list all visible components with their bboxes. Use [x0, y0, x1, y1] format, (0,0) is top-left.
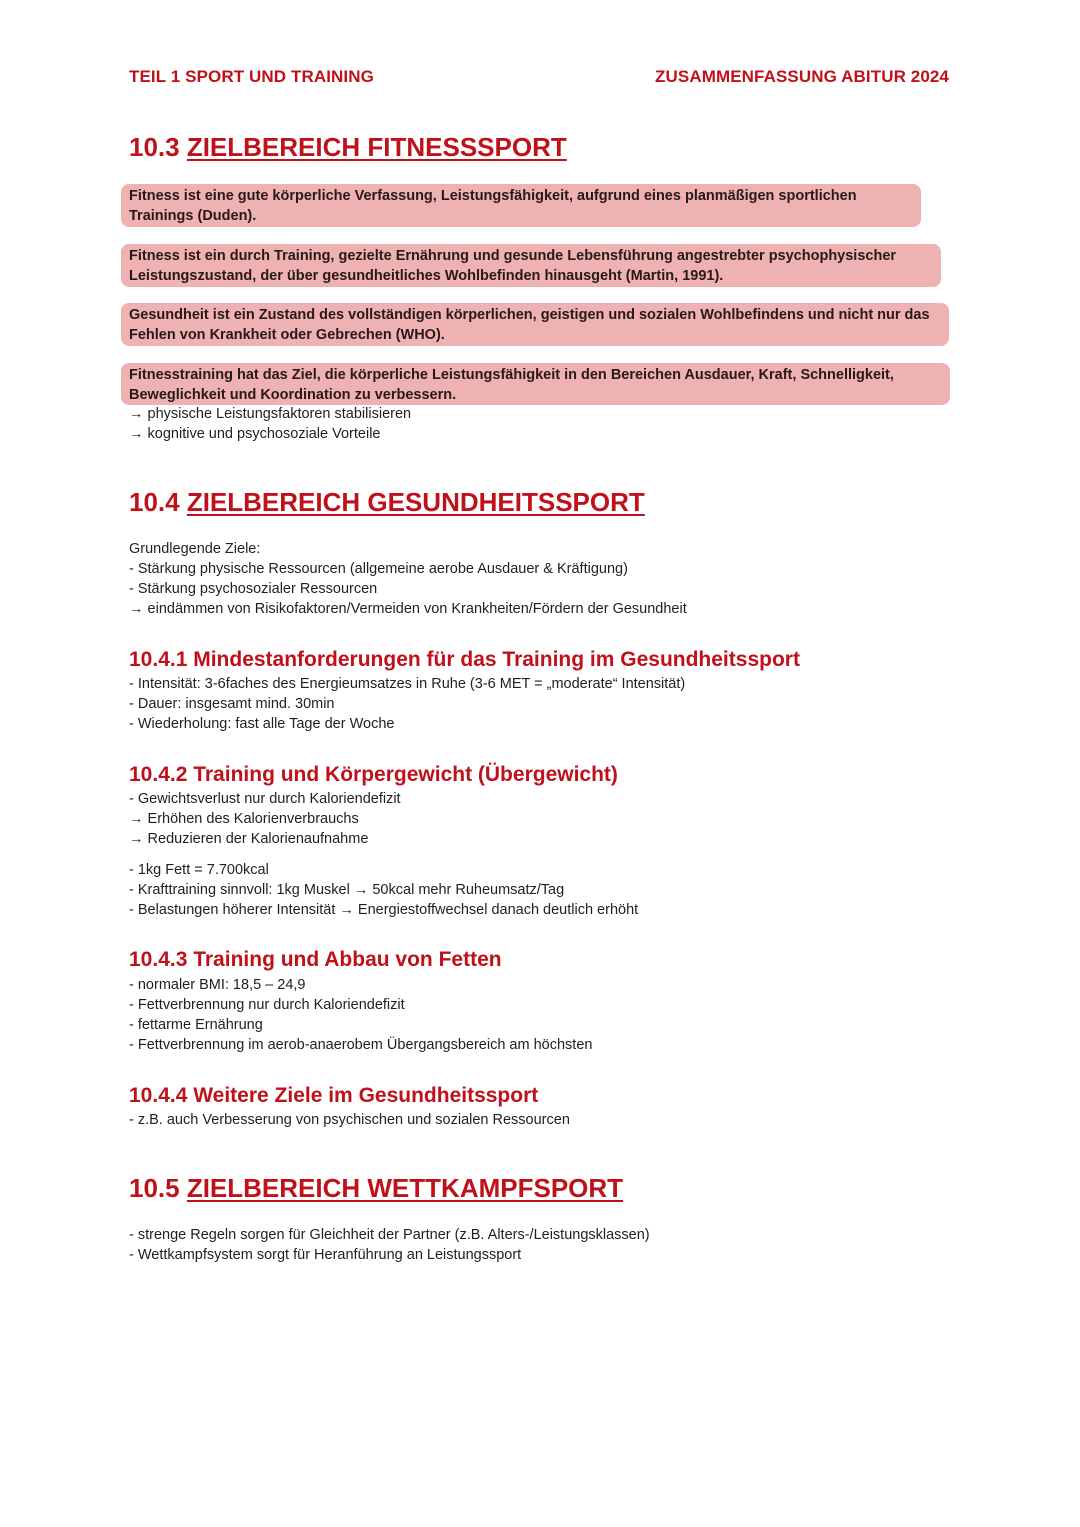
weight-list-b	[129, 860, 638, 920]
list-item: - z.B. auch Verbesserung von psychischen und sozialen Ressourcen	[129, 1112, 570, 1128]
list-item: → kognitive und psychosoziale Vorteile	[129, 426, 381, 442]
weight-list-a	[129, 789, 401, 849]
list-item: - Dauer: insgesamt mind. 30min	[129, 696, 335, 712]
definition-fitness-martin: Fitness ist ein durch Training, gezielte Ernährung und gesunde Lebensführung angestrebter psychophysischer Leistungszustand, der über gesundheitliches Wohlbefinden hinausgeht (Martin, 1991).	[129, 248, 897, 284]
competition-list	[129, 1225, 650, 1265]
header-right: ZUSAMMENFASSUNG ABITUR 2024	[655, 67, 949, 86]
subsection-10-4-3-heading: 10.4.3 Training und Abbau von Fetten	[129, 948, 502, 971]
section-number: 10.5	[129, 1173, 187, 1203]
further-goals-list	[129, 1110, 570, 1130]
min-requirements-list	[129, 674, 685, 734]
list-item: - Krafttraining sinnvoll: 1kg Muskel → 50kcal mehr Ruheumsatz/Tag	[129, 882, 565, 898]
list-item: - strenge Regeln sorgen für Gleichheit der Partner (z.B. Alters-/Leistungsklassen)	[129, 1227, 650, 1243]
section-title: ZIELBEREICH FITNESSSPORT	[186, 132, 567, 162]
subsection-10-4-2-heading: 10.4.2 Training und Körpergewicht (Übergewicht)	[129, 763, 618, 786]
section-title: ZIELBEREICH GESUNDHEITSSPORT	[186, 487, 645, 517]
health-goals-list	[129, 539, 687, 619]
list-item: - Fettverbrennung im aerob-anaerobem Übergangsbereich am höchsten	[129, 1037, 593, 1053]
section-10-4-heading	[129, 487, 645, 518]
list-item: - 1kg Fett = 7.700kcal	[129, 862, 269, 878]
list-item: - Wettkampfsystem sorgt für Heranführung an Leistungssport	[129, 1247, 522, 1263]
fitness-points-list	[129, 404, 411, 444]
header-left: TEIL 1 SPORT UND TRAINING	[129, 67, 374, 86]
definition-fitness-training: Fitnesstraining hat das Ziel, die körperliche Leistungsfähigkeit in den Bereichen Ausdauer, Kraft, Schnelligkeit, Beweglichkeit und Koordination zu verbessern.	[129, 367, 894, 403]
list-item: → Reduzieren der Kalorienaufnahme	[129, 831, 369, 847]
list-item: - Wiederholung: fast alle Tage der Woche	[129, 716, 395, 732]
list-item: - Belastungen höherer Intensität → Energiestoffwechsel danach deutlich erhöht	[129, 902, 639, 918]
section-10-3-heading	[129, 132, 567, 163]
section-title: ZIELBEREICH WETTKAMPFSPORT	[186, 1173, 624, 1203]
section-10-5-heading	[129, 1173, 623, 1204]
list-item: → eindämmen von Risikofaktoren/Vermeiden von Krankheiten/Fördern der Gesundheit	[129, 601, 687, 617]
list-item: - Stärkung physische Ressourcen (allgemeine aerobe Ausdauer & Kräftigung)	[129, 561, 628, 577]
list-item: Grundlegende Ziele:	[129, 541, 261, 557]
list-item: → Erhöhen des Kalorienverbrauchs	[129, 811, 359, 827]
list-item: - Fettverbrennung nur durch Kaloriendefizit	[129, 997, 405, 1013]
section-number: 10.3	[129, 132, 187, 162]
definition-fitness-duden: Fitness ist eine gute körperliche Verfassung, Leistungsfähigkeit, aufgrund eines planmäßigen sportlichen Trainings (Duden).	[129, 188, 857, 224]
list-item: - normaler BMI: 18,5 – 24,9	[129, 977, 306, 993]
list-item: - Gewichtsverlust nur durch Kaloriendefizit	[129, 791, 401, 807]
list-item: - Stärkung psychosozialer Ressourcen	[129, 581, 378, 597]
list-item: - Intensität: 3-6faches des Energieumsatzes in Ruhe (3-6 MET = „moderate“ Intensität)	[129, 676, 686, 692]
list-item: - fettarme Ernährung	[129, 1017, 263, 1033]
definition-health-who: Gesundheit ist ein Zustand des vollständigen körperlichen, geistigen und sozialen Wohlbefindens und nicht nur das Fehlen von Krankheit oder Gebrechen (WHO).	[129, 307, 930, 343]
subsection-10-4-4-heading: 10.4.4 Weitere Ziele im Gesundheitssport	[129, 1084, 539, 1107]
list-item: → physische Leistungsfaktoren stabilisieren	[129, 406, 412, 422]
fat-loss-list	[129, 975, 592, 1055]
subsection-10-4-1-heading: 10.4.1 Mindestanforderungen für das Training im Gesundheitssport	[129, 648, 800, 671]
section-number: 10.4	[129, 487, 187, 517]
